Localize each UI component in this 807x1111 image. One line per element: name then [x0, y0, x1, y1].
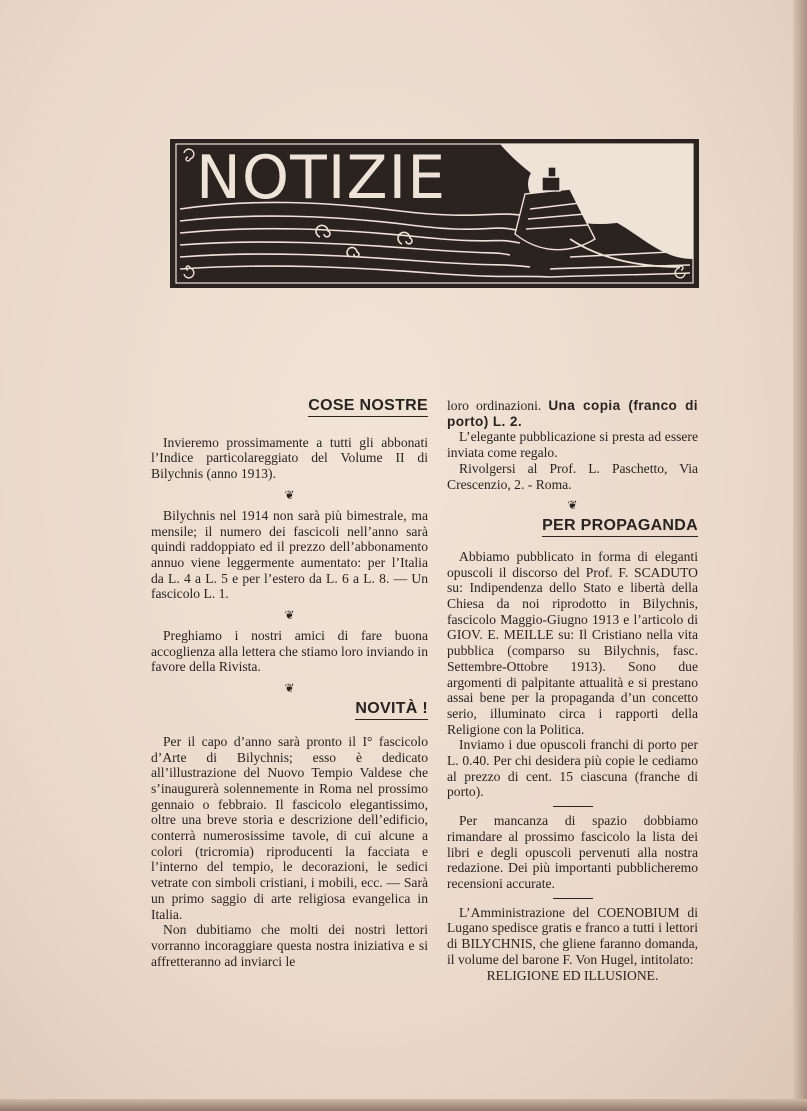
gift-paragraph: L’elegante pubblicazione si presta ad essere inviata come regalo. — [447, 429, 698, 461]
cose-nostre-paragraph-1: Invieremo prossimamente a tutti gli abbonati l’Indice particolareggiato del Volume II di Bilychnis (anno 1913). — [151, 434, 428, 482]
novita-paragraph-1: Per il capo d’anno sarà pronto il I° fascicolo d’Arte di Bilychnis; esso è dedicato all’illustrazione del Nuovo Tempio Valdese che s’inaugurerà solennemente in Roma nel prossimo gennaio o febbraio. Il fascicolo elegantissimo, oltre una breve storia e descrizione dell’edificio, conterrà numerosissime tavole, di cui alcune a colori (tricromia) riproducenti la facciata e l’interno del tempio, le decorazioni, le sedici vetrate con simboli cristiani, i mobili, ecc. — Sarà un primo saggio di arte religiosa evangelica in Italia. — [151, 733, 428, 922]
novita-heading: NOVITÀ ! — [151, 701, 428, 720]
fleuron-icon: ❦ — [284, 681, 295, 696]
right-column — [447, 398, 698, 983]
contact-paragraph: Rivolgersi al Prof. L. Paschetto, Via Crescenzio, 2. - Roma. — [447, 460, 698, 492]
novita-paragraph-2: Non dubitiamo che molti dei nostri lettori vorranno incoraggiare questa nostra iniziativa e si affretteranno ad inviarci le — [151, 922, 428, 969]
continued-paragraph: loro ordinazioni. Una copia (franco di porto) L. 2. — [447, 398, 698, 429]
propaganda-paragraph-1: Abbiamo pubblicato in forma di eleganti opuscoli il discorso del Prof. F. SCADUTO su: Indipendenza dello Stato e libertà della Chiesa da noi riprodotto in Bilychnis, fascicolo Maggio-Giugno 1913 e l’articolo di GIOV. E. MEILLE su: Il Cristiano nella vita pubblica (comparso su Bilychnis, fasc. Settembre-Ottobre 1913). Sono due argomenti di palpitante attualità e si prestano assai bene per la propaganda d’un concetto serio, illuminato circa i rapporti della Religione con la Politica. — [447, 548, 698, 737]
banner-title: NOTIZIE — [196, 143, 447, 213]
fleuron-icon: ❦ — [284, 608, 295, 623]
page-edge-bottom — [0, 1099, 807, 1111]
cose-nostre-heading: COSE NOSTRE — [151, 398, 428, 417]
space-paragraph: Per mancanza di spazio dobbiamo rimandare al prossimo fascicolo la lista dei libri e degli opuscoli pervenuti alla nostra redazione. Dei più importanti pubblicheremo recensioni accurate. — [447, 813, 698, 891]
cose-nostre-paragraph-3: Preghiamo i nostri amici di fare buona accoglienza alla lettera che stiamo loro inviando in favore della Rivista. — [151, 628, 428, 675]
left-column — [151, 398, 428, 969]
propaganda-heading: PER PROPAGANDA — [447, 518, 698, 537]
fleuron-icon: ❦ — [567, 498, 578, 513]
page-edge-right — [793, 0, 807, 1111]
fleuron-icon: ❦ — [284, 487, 295, 502]
separator-rule — [553, 806, 593, 807]
separator-rule — [553, 898, 593, 899]
notizie-banner — [170, 139, 699, 288]
price-note: Una copia (franco di porto) L. 2. — [447, 398, 698, 429]
propaganda-paragraph-2: Inviamo i due opuscoli franchi di porto per L. 0.40. Per chi desidera più copie le cediamo al prezzo di cent. 15 ciascuna (franche di porto). — [447, 737, 698, 800]
cose-nostre-paragraph-2: Bilychnis nel 1914 non sarà più bimestrale, ma mensile; il numero dei fascicoli nell’anno sarà quindi raddoppiato ed il prezzo dell’abbonamento annuo viene leggermente aumentato: per l’Italia da L. 4 a L. 5 e per l’estero da L. 6 a L. 8. — Un fascicolo L. 1. — [151, 507, 428, 602]
book-title: RELIGIONE ED ILLUSIONE. — [486, 967, 659, 983]
coenobium-paragraph: L’Amministrazione del COENOBIUM di Lugano spedisce gratis e franco a tutti i lettori di BILYCHNIS, che gliene faranno domanda, il volume del barone F. Von Hugel, intitolato: — [447, 904, 698, 967]
